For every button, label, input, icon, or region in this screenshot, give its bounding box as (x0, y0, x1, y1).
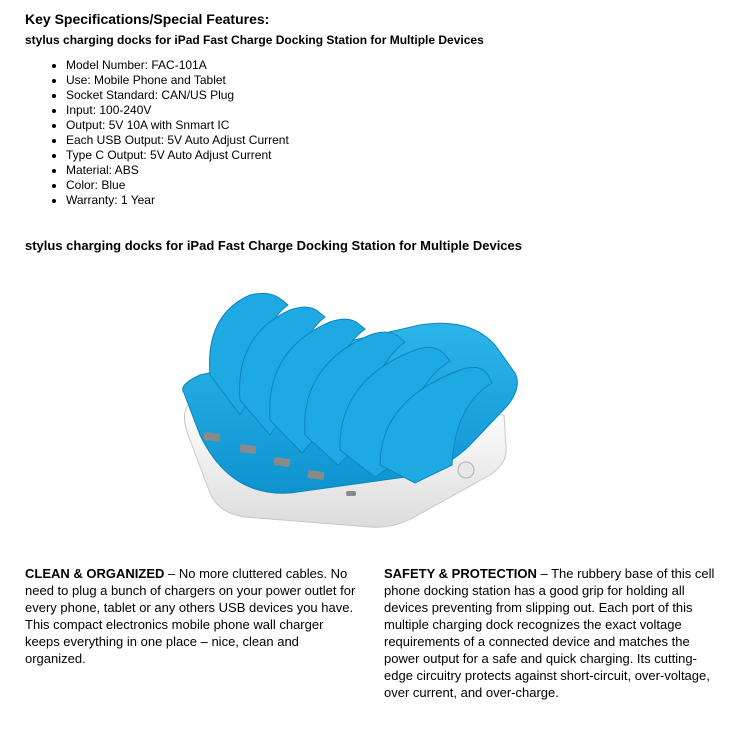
spec-item: • Type C Output: 5V Auto Adjust Current (66, 148, 289, 163)
spec-item: • Input: 100-240V (66, 103, 289, 118)
spec-item: • Warranty: 1 Year (66, 193, 289, 208)
spec-heading: Key Specifications/Special Features: (25, 11, 270, 27)
usb-c-port (346, 491, 356, 496)
spec-subheading: stylus charging docks for iPad Fast Charge Docking Station for Multiple Devices (25, 33, 484, 47)
spec-item: • Model Number: FAC-101A (66, 58, 289, 73)
safety-protection-title: SAFETY & PROTECTION (384, 566, 537, 581)
spec-item: • Socket Standard: CAN/US Plug (66, 88, 289, 103)
spec-item: • Color: Blue (66, 178, 289, 193)
spec-list (48, 58, 289, 208)
spec-item: • Output: 5V 10A with Snmart IC (66, 118, 289, 133)
safety-protection-text: – The rubbery base of this cell phone docking station has a good grip for holding all devices preventing from slipping out. Each port of this multiple charging dock recognizes the exact voltage requirements of a connected device and matches the power output for a safe and quick charging. Its cutting-edge circuitry protects against short-circuit, over-voltage, over current, and over-charge. (384, 566, 715, 700)
clean-organized-text: – No more cluttered cables. No need to plug a bunch of chargers on your power outlet for every phone, tablet or any others USB devices you have. This compact electronics mobile phone wall charger keeps everything in one place – nice, clean and organized. (25, 566, 356, 666)
clean-organized-paragraph (25, 565, 360, 667)
power-socket (458, 462, 474, 478)
clean-organized-title: CLEAN & ORGANIZED (25, 566, 165, 581)
safety-protection-paragraph (384, 565, 719, 701)
spec-item: • Material: ABS (66, 163, 289, 178)
charging-dock-image (170, 265, 540, 535)
product-heading: stylus charging docks for iPad Fast Charge Docking Station for Multiple Devices (25, 238, 522, 253)
spec-item: • Use: Mobile Phone and Tablet (66, 73, 289, 88)
spec-item: • Each USB Output: 5V Auto Adjust Current (66, 133, 289, 148)
